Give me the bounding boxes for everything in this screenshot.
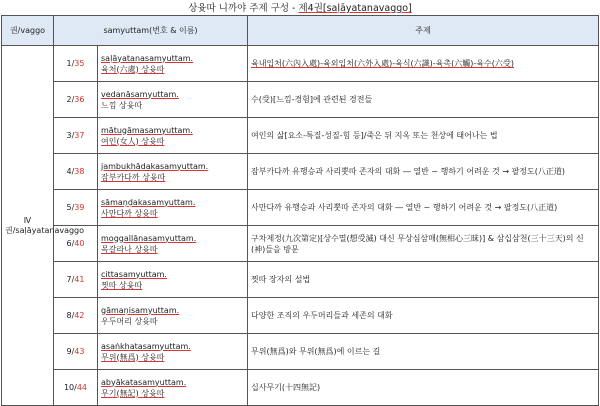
row-index: 4/: [66, 167, 75, 176]
table-row: [2, 298, 599, 334]
row-index: 9/: [66, 347, 75, 356]
subject-text: 육내입처(六內入處)-육외입처(六外入處)-육식(六識)-육촉(六觸)-육수(六受): [251, 59, 514, 68]
korean-name: 육처(六處) 상윳따: [101, 64, 165, 74]
pali-name: saḷāyatanasamyuttam.: [101, 53, 194, 63]
page-title: [0, 2, 600, 16]
korean-name: 무위(無爲) 상윳따: [101, 352, 165, 362]
row-link[interactable]: 35: [74, 59, 85, 68]
row-number: [54, 298, 98, 334]
subject-text: 여인의 삶[요소-특질-성질-힘 등]/죽은 뒤 지옥 또는 천상에 태어나는 법: [251, 131, 498, 140]
name-cell: [98, 46, 248, 82]
subject-text: 잠부카다까 유행승과 사리뿟따 존자의 대화 ― 열반 ~ 행하기 어려운 것 → 팔정도(八正道): [251, 167, 566, 176]
table-header-row: [2, 16, 599, 46]
table-row: [2, 46, 599, 82]
row-number: [54, 190, 98, 226]
korean-name: 느낌 상윳따: [101, 100, 143, 110]
row-link[interactable]: 43: [74, 347, 85, 356]
row-index: 6/: [66, 239, 75, 248]
name-cell: [98, 190, 248, 226]
row-link[interactable]: 37: [74, 131, 85, 140]
pali-name: moggallānasamyuttam.: [101, 233, 197, 243]
pali-name: mātugāmasamyuttam.: [101, 125, 193, 135]
table-row: [2, 154, 599, 190]
subject-cell: [248, 82, 599, 118]
subject-cell: [248, 262, 599, 298]
row-index: 5/: [66, 203, 75, 212]
pali-name: sāmaṇḍakasamyuttam.: [101, 197, 196, 207]
subject-cell: [248, 154, 599, 190]
name-cell: [98, 262, 248, 298]
name-cell: [98, 226, 248, 262]
row-link[interactable]: 38: [74, 167, 85, 176]
row-number: [54, 370, 98, 406]
korean-name: 우두머리 상윳따: [101, 316, 158, 326]
row-number: [54, 262, 98, 298]
subject-cell: [248, 118, 599, 154]
table-row: [2, 82, 599, 118]
table-row: [2, 334, 599, 370]
row-index: 7/: [66, 275, 75, 284]
subject-text: 사만다까 유행승과 사리뿟따 존자의 대화 ― 열반 ~ 행하기 어려운 것 → 팔정도(八正道): [251, 203, 558, 212]
name-cell: [98, 370, 248, 406]
korean-name: 찟따 상윳따: [101, 280, 143, 290]
name-cell: [98, 82, 248, 118]
row-link[interactable]: 39: [74, 203, 85, 212]
subject-cell: [248, 370, 599, 406]
header-subject: 주제: [248, 16, 599, 46]
pali-name: vedanāsamyuttam.: [101, 89, 179, 99]
row-number: [54, 334, 98, 370]
subject-cell: [248, 190, 599, 226]
table-row: [2, 370, 599, 406]
pali-name: cittasamyuttam.: [101, 269, 167, 279]
subject-text: 다양한 조직의 우두머리들과 세존의 대화: [251, 311, 393, 320]
subject-text: 십사무기(十四無記): [251, 383, 321, 392]
subject-text: 수(受)[느낌-경험]에 관련된 경전들: [251, 95, 373, 104]
row-number: [54, 46, 98, 82]
row-link[interactable]: 40: [74, 239, 85, 248]
korean-name: 무기(無記) 상윳따: [101, 388, 165, 398]
row-index: 10/: [63, 383, 77, 392]
row-number: [54, 154, 98, 190]
row-number: [54, 82, 98, 118]
subject-text: 무위(無爲)와 무위(無爲)에 이르는 길: [251, 347, 381, 356]
pali-name: asaṅkhatasamyuttam.: [101, 341, 191, 351]
subject-text: 구차제정(九次第定)[상수멸(想受滅) 대신 무상심삼매(無相心三昧)] & 삼십삼천(三十三天)의 신(神)들을 방문: [251, 233, 584, 254]
korean-name: 사만다까 상윳따: [101, 208, 158, 218]
table-row: [2, 262, 599, 298]
title-suffix: 제4권[saḷāyatanavaggo]: [298, 3, 412, 14]
row-index: 3/: [66, 131, 75, 140]
subject-table: [1, 15, 599, 406]
table-row: [2, 190, 599, 226]
row-number: [54, 118, 98, 154]
korean-name: 잠부카다까 상윳따: [101, 172, 166, 182]
volume-cell: Ⅳ권/saḷāyatanavaggo: [2, 46, 54, 406]
subject-text: 찟따 장자의 설법: [251, 275, 311, 284]
name-cell: [98, 118, 248, 154]
row-index: 2/: [66, 95, 75, 104]
name-cell: [98, 154, 248, 190]
row-link[interactable]: 44: [76, 383, 88, 392]
subject-cell: [248, 298, 599, 334]
pali-name: gāmaṇisamyuttam.: [101, 305, 180, 315]
korean-name: 목갈라나 상윳따: [101, 244, 158, 254]
korean-name: 여인(女人) 상윳따: [101, 136, 165, 146]
header-vol: 권/vaggo: [2, 16, 54, 46]
pali-name: jambukhādakasamyuttam.: [101, 161, 209, 171]
row-link[interactable]: 36: [74, 95, 85, 104]
subject-cell: [248, 334, 599, 370]
table-row: [2, 226, 599, 262]
pali-name: abyākatasamyuttam.: [101, 377, 187, 387]
row-index: 1/: [66, 59, 75, 68]
name-cell: [98, 298, 248, 334]
name-cell: [98, 334, 248, 370]
subject-cell: [248, 46, 599, 82]
header-num-name: samyuttam(번호 & 이름): [54, 16, 248, 46]
table-row: [2, 118, 599, 154]
row-link[interactable]: 42: [74, 311, 85, 320]
title-prefix: 상윳따 니까야 주제 구성 -: [188, 3, 299, 14]
row-index: 8/: [66, 311, 75, 320]
subject-cell: [248, 226, 599, 262]
row-link[interactable]: 41: [74, 275, 85, 284]
